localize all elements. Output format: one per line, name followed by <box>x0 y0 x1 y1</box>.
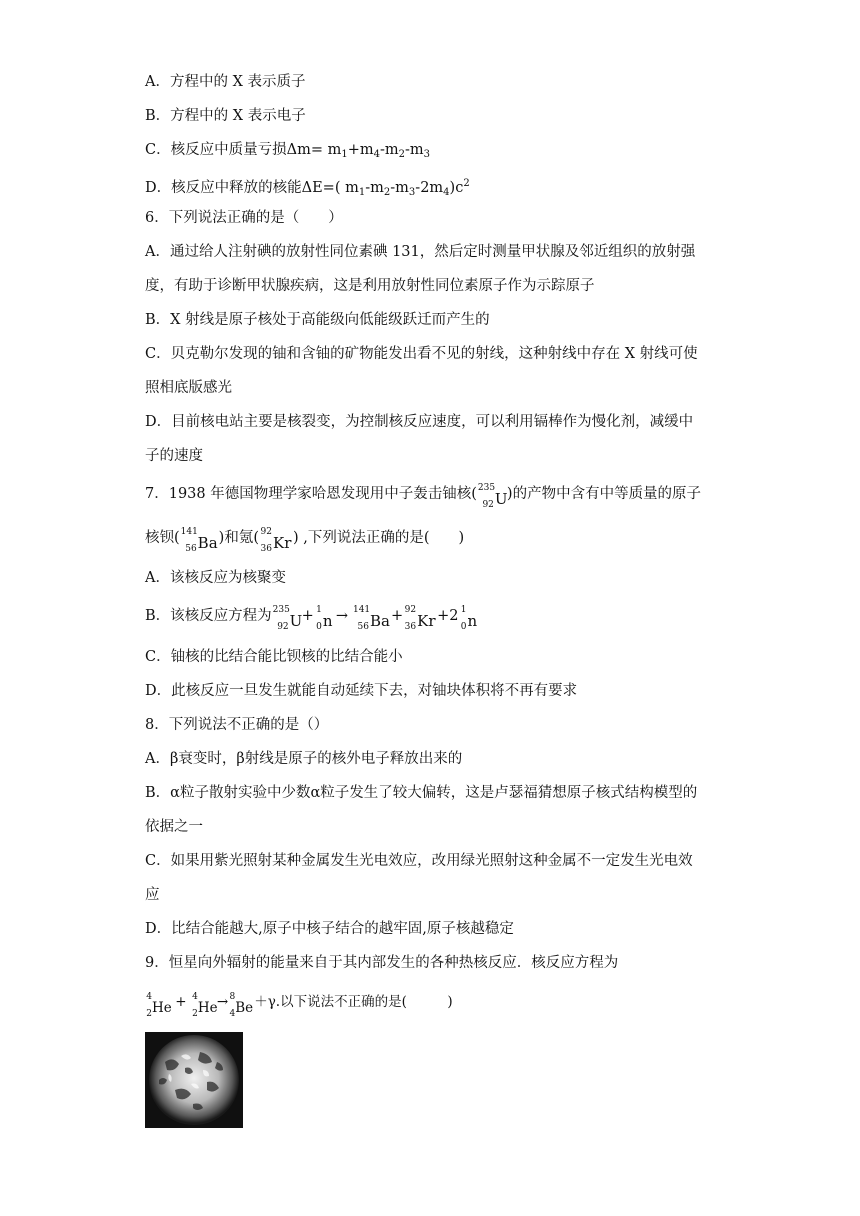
q7-option-b[interactable] <box>145 606 477 633</box>
uranium-nuclide <box>272 605 303 633</box>
mass-number: 1 <box>316 605 322 615</box>
element-symbol: U <box>494 490 508 508</box>
atomic-number: 36 <box>404 622 417 632</box>
text: -m <box>379 142 399 158</box>
neutron-nuclide <box>460 605 478 633</box>
mass-number: 235 <box>272 605 290 615</box>
star-icon <box>145 1032 243 1128</box>
mass-number: 141 <box>180 527 198 537</box>
atomic-number: 56 <box>357 622 369 632</box>
q5-option-c-text: C．核反应中质量亏损Δm= m <box>145 142 342 158</box>
atomic-number: 4 <box>229 1009 236 1019</box>
subscript: 3 <box>423 149 431 160</box>
text: )c <box>449 180 464 196</box>
q8-option-c-cont: 应 <box>145 887 160 903</box>
neutron-nuclide <box>315 605 333 633</box>
text: )和氪( <box>218 530 259 546</box>
subscript: 2 <box>398 149 406 160</box>
barium-nuclide <box>180 527 218 555</box>
q6-option-d-cont: 子的速度 <box>145 448 203 464</box>
plus-sign: + <box>390 608 404 624</box>
uranium-nuclide <box>477 483 508 511</box>
helium-nuclide <box>146 992 172 1020</box>
text: ＋γ.以下说法不正确的是( ) <box>254 994 453 1010</box>
q6-option-a-cont: 度，有助于诊断甲状腺疾病，这是利用放射性同位素原子作为示踪原子 <box>145 278 595 294</box>
element-symbol: Kr <box>417 612 436 630</box>
q5-option-d[interactable] <box>145 174 470 203</box>
q9-stem: 9．恒星向外辐射的能量来自于其内部发生的各种热核反应．核反应方程为 <box>145 955 619 971</box>
element-symbol: Be <box>235 1000 254 1016</box>
q9-equation <box>145 992 453 1020</box>
text: -m <box>365 180 384 196</box>
superscript: 2 <box>463 178 470 189</box>
reaction-arrow: → <box>335 608 348 624</box>
coefficient: +2 <box>437 608 459 624</box>
element-symbol: He <box>197 1000 218 1016</box>
mass-number: 235 <box>477 483 496 493</box>
text: -2m <box>415 180 444 196</box>
text: -m <box>405 142 424 158</box>
text: ) ,下列说法正确的是( ) <box>293 530 465 546</box>
q5-option-a[interactable]: A．方程中的 X 表示质子 <box>145 74 306 90</box>
q6-option-c[interactable]: C．贝克勒尔发现的铀和含铀的矿物能发出看不见的射线，这种射线中存在 X 射线可使 <box>145 346 698 362</box>
text: +m <box>347 142 374 158</box>
text: )的产物中含有中等质量的原子 <box>506 486 702 502</box>
atomic-number: 92 <box>482 500 494 510</box>
helium-nuclide <box>192 992 218 1020</box>
mass-number: 141 <box>352 605 371 615</box>
q5-option-c[interactable] <box>145 140 430 165</box>
subscript: 4 <box>373 149 380 160</box>
text: 核钡( <box>145 530 180 546</box>
element-symbol: He <box>152 1000 172 1016</box>
q7-stem-line1 <box>145 484 701 511</box>
element-symbol: U <box>289 612 303 630</box>
atomic-number: 2 <box>192 1009 198 1019</box>
q6-option-a[interactable]: A．通过给人注射碘的放射性同位素碘 131，然后定时测量甲状腺及邻近组织的放射强 <box>145 244 696 260</box>
mass-number: 92 <box>404 605 417 615</box>
plus-sign: + <box>171 994 191 1010</box>
subscript: 2 <box>383 187 391 198</box>
atomic-number: 56 <box>185 544 197 554</box>
krypton-nuclide <box>260 527 292 555</box>
atomic-number: 0 <box>316 622 322 632</box>
barium-nuclide <box>352 605 390 633</box>
q8-stem: 8．下列说法不正确的是（） <box>145 717 329 733</box>
text: 7．1938 年德国物理学家哈恩发现用中子轰击铀核( <box>145 486 477 502</box>
mass-number: 92 <box>260 527 272 537</box>
q7-option-d[interactable]: D．此核反应一旦发生就能自动延续下去，对铀块体积将不再有要求 <box>145 683 578 699</box>
mass-number: 4 <box>192 992 198 1002</box>
q6-option-d[interactable]: D．目前核电站主要是核裂变，为控制核反应速度，可以利用镉棒作为慢化剂，减缓中 <box>145 414 694 430</box>
element-symbol: n <box>322 612 333 630</box>
q8-option-b[interactable]: B．α粒子散射实验中少数α粒子发生了较大偏转，这是卢瑟福猜想原子核式结构模型的 <box>145 785 698 801</box>
q6-stem: 6．下列说法正确的是（ ） <box>145 210 343 226</box>
q6-option-b[interactable]: B．X 射线是原子核处于高能级向低能级跃迁而产生的 <box>145 312 490 328</box>
plus-sign: + <box>301 608 314 624</box>
text: B．该核反应方程为 <box>145 608 272 624</box>
reaction-arrow: → <box>216 994 229 1010</box>
subscript: 1 <box>341 149 348 160</box>
element-symbol: Kr <box>273 534 292 552</box>
atomic-number: 36 <box>260 544 272 554</box>
mass-number: 8 <box>229 992 236 1002</box>
q7-option-a[interactable]: A．该核反应为核聚变 <box>145 570 286 586</box>
subscript: 4 <box>443 187 450 198</box>
q7-option-c[interactable]: C．铀核的比结合能比钡核的比结合能小 <box>145 649 403 665</box>
subscript: 3 <box>408 187 416 198</box>
krypton-nuclide <box>404 605 436 633</box>
mass-number: 1 <box>460 605 467 615</box>
atomic-number: 0 <box>460 622 467 632</box>
q8-option-d[interactable]: D．比结合能越大,原子中核子结合的越牢固,原子核越稳定 <box>145 921 514 937</box>
q7-stem-line2 <box>145 528 464 555</box>
q8-option-c[interactable]: C．如果用紫光照射某种金属发生光电效应，改用绿光照射这种金属不一定发生光电效 <box>145 853 693 869</box>
mass-number: 4 <box>146 992 152 1002</box>
atomic-number: 2 <box>146 1009 152 1019</box>
q8-option-a[interactable]: A．β衰变时，β射线是原子的核外电子释放出来的 <box>145 751 463 767</box>
q5-option-d-text: D．核反应中释放的核能ΔE=( m <box>145 180 359 196</box>
element-symbol: n <box>467 612 478 630</box>
beryllium-nuclide <box>229 992 254 1020</box>
element-symbol: Ba <box>369 612 390 630</box>
text: -m <box>390 180 409 196</box>
subscript: 1 <box>358 187 366 198</box>
atomic-number: 92 <box>277 622 289 632</box>
star-image <box>145 1032 243 1128</box>
element-symbol: Ba <box>197 534 218 552</box>
q8-option-b-cont: 依据之一 <box>145 819 203 835</box>
q6-option-c-cont: 照相底版感光 <box>145 380 232 396</box>
q5-option-b[interactable]: B．方程中的 X 表示电子 <box>145 108 306 124</box>
